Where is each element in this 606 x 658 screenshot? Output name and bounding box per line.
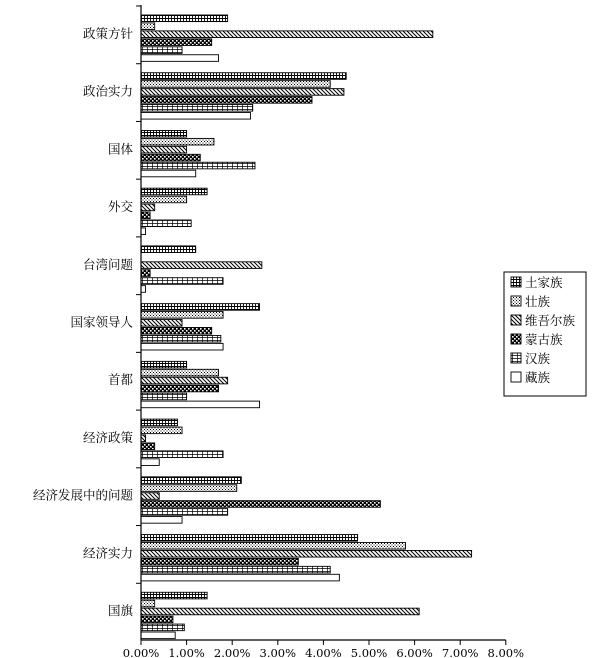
legend-swatch [511,315,521,325]
x-tick-label: 2.00% [213,646,251,658]
bar [141,401,260,408]
bar [141,550,472,557]
bar [141,89,344,96]
bar [141,47,182,54]
x-tick-label: 1.00% [168,646,205,658]
bar [141,624,184,631]
bar [141,130,187,137]
x-tick-label: 4.00% [305,646,342,658]
x-tick-label: 3.00% [259,646,297,658]
legend-label: 汉族 [525,351,551,366]
legend [504,272,586,396]
bar [141,335,221,342]
bar [141,196,187,203]
bar [141,385,219,392]
bar [141,451,223,458]
category-label: 国旗 [107,603,133,619]
bar [141,81,330,88]
legend-label: 土家族 [525,275,563,290]
bar [141,542,405,549]
bar [141,23,155,30]
bar [141,262,262,269]
x-tick-label: 0.00% [122,646,160,658]
bar [141,435,146,442]
bar [141,55,219,62]
legend-label: 壮族 [525,294,551,309]
bar [141,361,187,368]
legend-label: 藏族 [525,370,551,385]
bar [141,393,187,400]
bar [141,377,228,384]
bar [141,228,146,235]
bar [141,278,223,285]
bar [141,112,250,119]
bar [141,419,177,426]
bar [141,170,196,177]
bar [141,600,155,607]
bar [141,327,212,334]
bar [141,312,223,319]
bar [141,566,330,573]
bar [141,146,187,153]
bar [141,154,200,161]
category-label: 经济发展中的问题 [32,487,133,503]
bar [141,558,298,565]
legend-label: 维吾尔族 [525,313,576,328]
bar [141,343,223,350]
x-tick-label: 8.00% [487,646,525,658]
bar [141,632,175,639]
bar [141,304,260,311]
legend-swatch [511,334,521,344]
bar [141,443,155,450]
x-tick-label: 5.00% [350,646,388,658]
bar [141,204,155,211]
legend-swatch [511,372,521,382]
bar [141,286,146,293]
bar [141,509,228,516]
legend-swatch [511,296,521,306]
category-label: 首都 [107,372,133,388]
bar [141,369,219,376]
category-label: 经济实力 [82,545,133,561]
category-label: 政策方针 [82,25,133,41]
bar [141,320,182,327]
bar [141,97,312,104]
bar [141,39,212,46]
legend-label: 蒙古族 [525,332,563,347]
bars-group [141,15,472,639]
bar [141,220,191,227]
bar [141,73,346,80]
category-label: 国体 [107,141,133,157]
bar [141,31,433,38]
bar [141,493,159,500]
category-label: 政治实力 [82,83,133,99]
bar [141,608,419,615]
bar [141,105,253,112]
bar [141,162,255,169]
bar [141,188,207,195]
bar [141,477,241,484]
bar [141,485,237,492]
bar [141,427,182,434]
category-label: 台湾问题 [82,256,133,272]
x-tick-label: 7.00% [441,646,479,658]
bar [141,517,182,524]
category-label: 经济政策 [82,429,133,445]
legend-swatch [511,277,521,287]
bar [141,501,380,508]
legend-swatch [511,353,521,363]
category-label: 外交 [107,199,133,215]
bar [141,535,358,542]
bar [141,138,214,145]
bar [141,616,173,623]
bar [141,15,228,22]
bar [141,574,339,581]
category-label: 国家领导人 [70,314,133,330]
x-tick-label: 6.00% [396,646,433,658]
bar [141,459,159,466]
bar [141,212,150,219]
bar [141,592,207,599]
bar [141,246,196,253]
bar [141,270,150,277]
